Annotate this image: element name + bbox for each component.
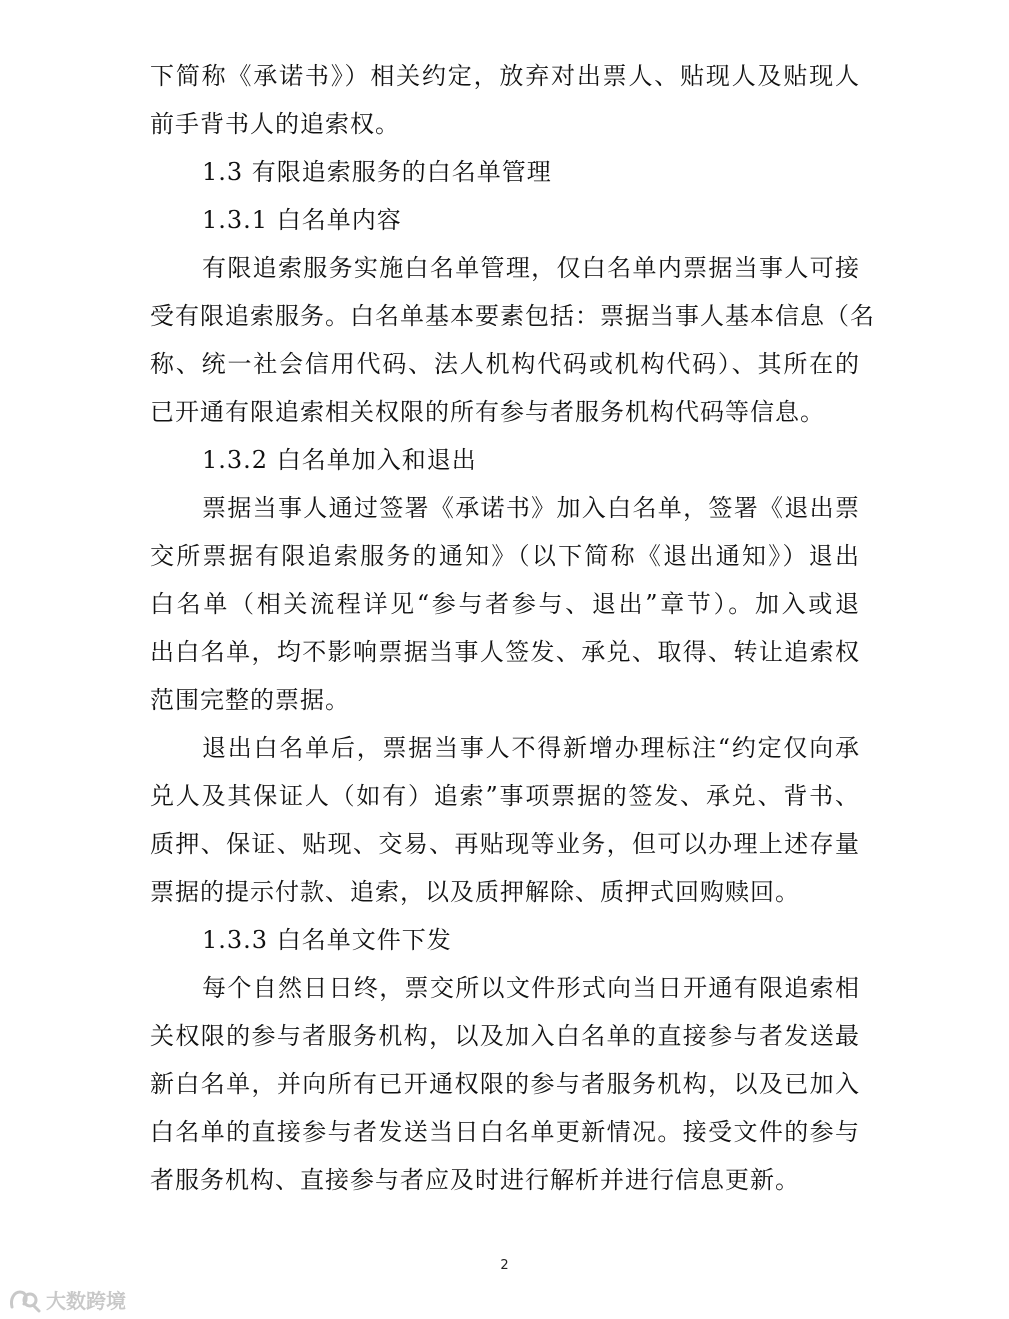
paragraph-line: 者服务机构、直接参与者应及时进行解析并进行信息更新。	[150, 1166, 800, 1194]
section-heading-1-3-2: 1.3.2 白名单加入和退出	[202, 446, 477, 474]
paragraph-line: 称、统一社会信用代码、法人机构代码或机构代码）、其所在的	[150, 350, 860, 378]
paragraph-line: 有限追索服务实施白名单管理，仅白名单内票据当事人可接	[202, 254, 860, 282]
document-page	[150, 52, 875, 1204]
section-heading-1-3: 1.3 有限追索服务的白名单管理	[202, 158, 552, 186]
paragraph-line: 新白名单，并向所有已开通权限的参与者服务机构，以及已加入	[150, 1070, 860, 1098]
watermark	[8, 1285, 126, 1314]
paragraph-line: 交所票据有限追索服务的通知》（以下简称《退出通知》）退出	[150, 542, 860, 570]
paragraph-line: 出白名单，均不影响票据当事人签发、承兑、取得、转让追索权	[150, 638, 860, 666]
paragraph-line: 票据当事人通过签署《承诺书》加入白名单，签署《退出票	[202, 494, 860, 522]
paragraph-line: 票据的提示付款、追索，以及质押解除、质押式回购赎回。	[150, 878, 800, 906]
paragraph-line: 下简称《承诺书》）相关约定，放弃对出票人、贴现人及贴现人	[150, 62, 860, 90]
paragraph-line: 每个自然日日终，票交所以文件形式向当日开通有限追索相	[202, 974, 860, 1002]
watermark-text: 大数跨境	[46, 1289, 126, 1313]
page-number: 2	[500, 1258, 509, 1273]
paragraph-line: 白名单（相关流程详见“参与者参与、退出”章节）。加入或退	[150, 590, 860, 618]
paragraph-line: 范围完整的票据。	[150, 686, 350, 714]
section-heading-1-3-3: 1.3.3 白名单文件下发	[202, 926, 452, 954]
paragraph-line: 关权限的参与者服务机构，以及加入白名单的直接参与者发送最	[150, 1022, 860, 1050]
watermark-logo-icon	[8, 1287, 42, 1313]
paragraph-line: 白名单的直接参与者发送当日白名单更新情况。接受文件的参与	[150, 1118, 860, 1146]
paragraph-line: 受有限追索服务。白名单基本要素包括：票据当事人基本信息（名	[150, 302, 875, 330]
paragraph-line: 质押、保证、贴现、交易、再贴现等业务，但可以办理上述存量	[150, 830, 860, 858]
paragraph-line: 前手背书人的追索权。	[150, 110, 400, 138]
paragraph-line: 已开通有限追索相关权限的所有参与者服务机构代码等信息。	[150, 398, 825, 426]
section-heading-1-3-1: 1.3.1 白名单内容	[202, 206, 402, 234]
paragraph-line: 兑人及其保证人（如有）追索”事项票据的签发、承兑、背书、	[150, 782, 860, 810]
paragraph-line: 退出白名单后，票据当事人不得新增办理标注“约定仅向承	[202, 734, 860, 762]
